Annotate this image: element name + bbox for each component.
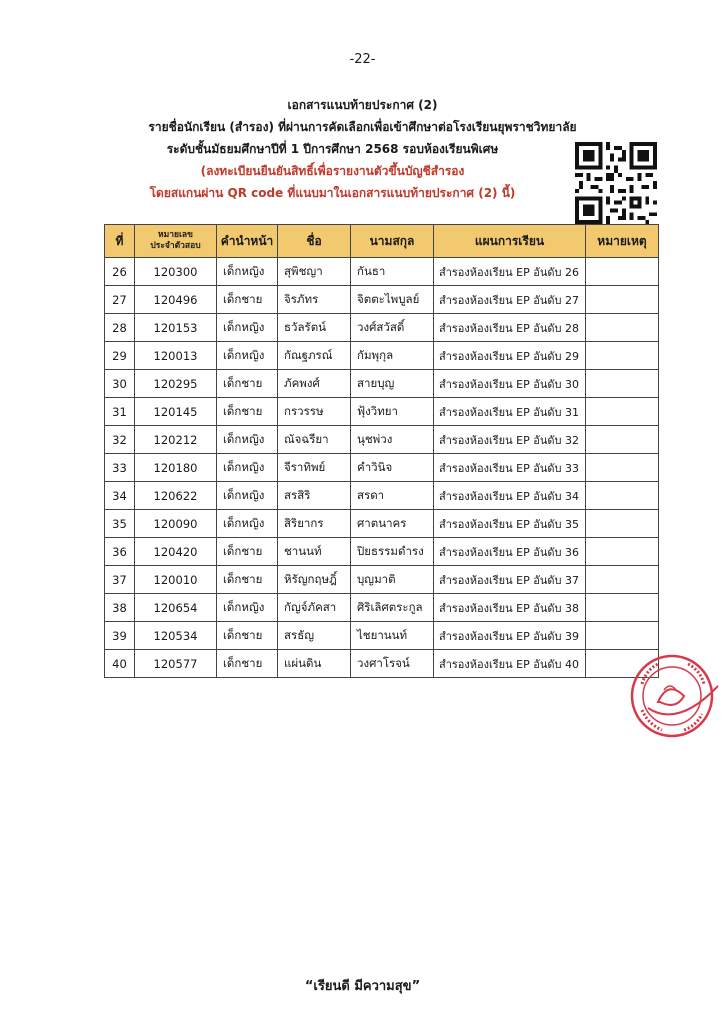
cell-plan: สำรองห้องเรียน EP อันดับ 30	[434, 370, 586, 398]
announcement-level: ระดับชั้นมัธยมศึกษาปีที่ 1 ปีการศึกษา 2568 รอบห้องเรียนพิเศษ	[166, 142, 499, 156]
cell-exam-id: 120577	[135, 650, 217, 678]
cell-prefix: เด็กชาย	[217, 398, 278, 426]
cell-prefix: เด็กชาย	[217, 650, 278, 678]
cell-plan: สำรองห้องเรียน EP อันดับ 34	[434, 482, 586, 510]
table-row	[105, 650, 659, 678]
cell-plan: สำรองห้องเรียน EP อันดับ 35	[434, 510, 586, 538]
cell-first-name: แผ่นดิน	[278, 650, 351, 678]
cell-prefix: เด็กหญิง	[217, 314, 278, 342]
cell-remark	[586, 258, 659, 286]
cell-last-name: ไชยานนท์	[351, 622, 434, 650]
cell-no: 38	[105, 594, 135, 622]
cell-no: 31	[105, 398, 135, 426]
cell-prefix: เด็กหญิง	[217, 594, 278, 622]
cell-remark	[586, 510, 659, 538]
page-number: -22-	[349, 52, 376, 67]
cell-plan: สำรองห้องเรียน EP อันดับ 32	[434, 426, 586, 454]
cell-no: 29	[105, 342, 135, 370]
cell-prefix: เด็กหญิง	[217, 454, 278, 482]
col-header-prefix: คำนำหน้า	[217, 225, 278, 258]
cell-no: 32	[105, 426, 135, 454]
cell-remark	[586, 314, 659, 342]
table-row	[105, 314, 659, 342]
cell-remark	[586, 286, 659, 314]
cell-first-name: จีราทิพย์	[278, 454, 351, 482]
cell-last-name: ศิริเลิศตระกูล	[351, 594, 434, 622]
cell-plan: สำรองห้องเรียน EP อันดับ 27	[434, 286, 586, 314]
table-row	[105, 454, 659, 482]
cell-remark	[586, 426, 659, 454]
col-header-exam-id-line1: หมายเลข	[158, 230, 193, 240]
cell-first-name: สรธัญ	[278, 622, 351, 650]
cell-exam-id: 120295	[135, 370, 217, 398]
cell-remark	[586, 482, 659, 510]
cell-first-name: สิริยากร	[278, 510, 351, 538]
cell-exam-id: 120496	[135, 286, 217, 314]
cell-remark	[586, 566, 659, 594]
cell-remark	[586, 398, 659, 426]
cell-exam-id: 120145	[135, 398, 217, 426]
cell-plan: สำรองห้องเรียน EP อันดับ 28	[434, 314, 586, 342]
cell-first-name: หิรัญกฤษฎิ์	[278, 566, 351, 594]
table-row	[105, 622, 659, 650]
cell-remark	[586, 454, 659, 482]
cell-prefix: เด็กหญิง	[217, 426, 278, 454]
cell-last-name: ปิยธรรมดำรง	[351, 538, 434, 566]
col-header-plan: แผนการเรียน	[434, 225, 586, 258]
cell-plan: สำรองห้องเรียน EP อันดับ 29	[434, 342, 586, 370]
cell-first-name: ภัคพงศ์	[278, 370, 351, 398]
cell-first-name: ชานนท์	[278, 538, 351, 566]
table-row	[105, 398, 659, 426]
cell-plan: สำรองห้องเรียน EP อันดับ 31	[434, 398, 586, 426]
table-row	[105, 342, 659, 370]
cell-no: 28	[105, 314, 135, 342]
cell-first-name: ธวัลรัตน์	[278, 314, 351, 342]
col-header-remark: หมายเหตุ	[586, 225, 659, 258]
cell-prefix: เด็กหญิง	[217, 510, 278, 538]
cell-no: 37	[105, 566, 135, 594]
cell-plan: สำรองห้องเรียน EP อันดับ 26	[434, 258, 586, 286]
cell-remark	[586, 342, 659, 370]
cell-first-name: จิรภัทร	[278, 286, 351, 314]
cell-prefix: เด็กชาย	[217, 286, 278, 314]
cell-exam-id: 120534	[135, 622, 217, 650]
table-row	[105, 426, 659, 454]
cell-last-name: ศาตนาคร	[351, 510, 434, 538]
cell-no: 40	[105, 650, 135, 678]
table-row	[105, 370, 659, 398]
cell-last-name: นุชพ่วง	[351, 426, 434, 454]
col-header-last-name: นามสกุล	[351, 225, 434, 258]
cell-first-name: สุพิชญา	[278, 258, 351, 286]
cell-exam-id: 120013	[135, 342, 217, 370]
cell-prefix: เด็กหญิง	[217, 342, 278, 370]
cell-first-name: สรสิริ	[278, 482, 351, 510]
reserve-student-table	[104, 224, 659, 678]
table-row	[105, 538, 659, 566]
cell-plan: สำรองห้องเรียน EP อันดับ 37	[434, 566, 586, 594]
cell-prefix: เด็กชาย	[217, 370, 278, 398]
cell-plan: สำรองห้องเรียน EP อันดับ 36	[434, 538, 586, 566]
cell-prefix: เด็กหญิง	[217, 482, 278, 510]
school-motto: “เรียนดี มีความสุข”	[304, 979, 421, 994]
cell-last-name: กัมพุกุล	[351, 342, 434, 370]
col-header-no: ที่	[105, 225, 135, 258]
col-header-exam-id-line2: ประจำตัวสอบ	[150, 241, 201, 251]
cell-exam-id: 120153	[135, 314, 217, 342]
cell-last-name: วงศาโรจน์	[351, 650, 434, 678]
school-seal-stamp	[628, 650, 720, 742]
cell-no: 33	[105, 454, 135, 482]
cell-last-name: สายบุญ	[351, 370, 434, 398]
table-row	[105, 510, 659, 538]
qr-code-icon[interactable]	[575, 142, 657, 224]
announcement-subtitle: รายชื่อนักเรียน (สำรอง) ที่ผ่านการคัดเลือกเพื่อเข้าศึกษาต่อโรงเรียนยุพราชวิทยาลัย	[148, 120, 577, 134]
cell-exam-id: 120622	[135, 482, 217, 510]
qr-instruction-note: โดยสแกนผ่าน QR code ที่แนบมาในเอกสารแนบท้ายประกาศ (2) นี้)	[149, 186, 516, 200]
cell-no: 30	[105, 370, 135, 398]
cell-last-name: วงศ์สวัสดิ์	[351, 314, 434, 342]
cell-prefix: เด็กหญิง	[217, 258, 278, 286]
cell-exam-id: 120654	[135, 594, 217, 622]
cell-first-name: กัญจ์ภัคสา	[278, 594, 351, 622]
registration-note: (ลงทะเบียนยืนยันสิทธิ์เพื่อรายงานตัวขึ้นบัญชีสำรอง	[200, 164, 465, 178]
cell-no: 39	[105, 622, 135, 650]
table-row	[105, 482, 659, 510]
table-body	[105, 258, 659, 678]
col-header-exam-id	[135, 225, 217, 258]
table-row	[105, 566, 659, 594]
table-row	[105, 258, 659, 286]
cell-no: 27	[105, 286, 135, 314]
cell-first-name: กรวรรษ	[278, 398, 351, 426]
cell-last-name: สรดา	[351, 482, 434, 510]
table-row	[105, 286, 659, 314]
cell-no: 26	[105, 258, 135, 286]
cell-remark	[586, 594, 659, 622]
cell-plan: สำรองห้องเรียน EP อันดับ 39	[434, 622, 586, 650]
cell-plan: สำรองห้องเรียน EP อันดับ 40	[434, 650, 586, 678]
cell-exam-id: 120212	[135, 426, 217, 454]
cell-exam-id: 120090	[135, 510, 217, 538]
cell-remark	[586, 538, 659, 566]
cell-exam-id: 120420	[135, 538, 217, 566]
cell-first-name: กัณฐภรณ์	[278, 342, 351, 370]
cell-last-name: จิตตะไพบูลย์	[351, 286, 434, 314]
cell-prefix: เด็กชาย	[217, 622, 278, 650]
cell-no: 36	[105, 538, 135, 566]
cell-no: 35	[105, 510, 135, 538]
cell-exam-id: 120010	[135, 566, 217, 594]
cell-first-name: ณัจฉรียา	[278, 426, 351, 454]
table-row	[105, 594, 659, 622]
cell-last-name: กันธา	[351, 258, 434, 286]
table-header-row	[105, 225, 659, 258]
announcement-title: เอกสารแนบท้ายประกาศ (2)	[287, 98, 438, 112]
col-header-first-name: ชื่อ	[278, 225, 351, 258]
cell-exam-id: 120300	[135, 258, 217, 286]
cell-exam-id: 120180	[135, 454, 217, 482]
cell-prefix: เด็กชาย	[217, 538, 278, 566]
cell-last-name: คำวินิจ	[351, 454, 434, 482]
cell-remark	[586, 370, 659, 398]
cell-no: 34	[105, 482, 135, 510]
cell-last-name: บุญมาติ	[351, 566, 434, 594]
cell-last-name: ฟุ้งวิทยา	[351, 398, 434, 426]
cell-remark	[586, 622, 659, 650]
cell-plan: สำรองห้องเรียน EP อันดับ 38	[434, 594, 586, 622]
cell-plan: สำรองห้องเรียน EP อันดับ 33	[434, 454, 586, 482]
cell-prefix: เด็กชาย	[217, 566, 278, 594]
